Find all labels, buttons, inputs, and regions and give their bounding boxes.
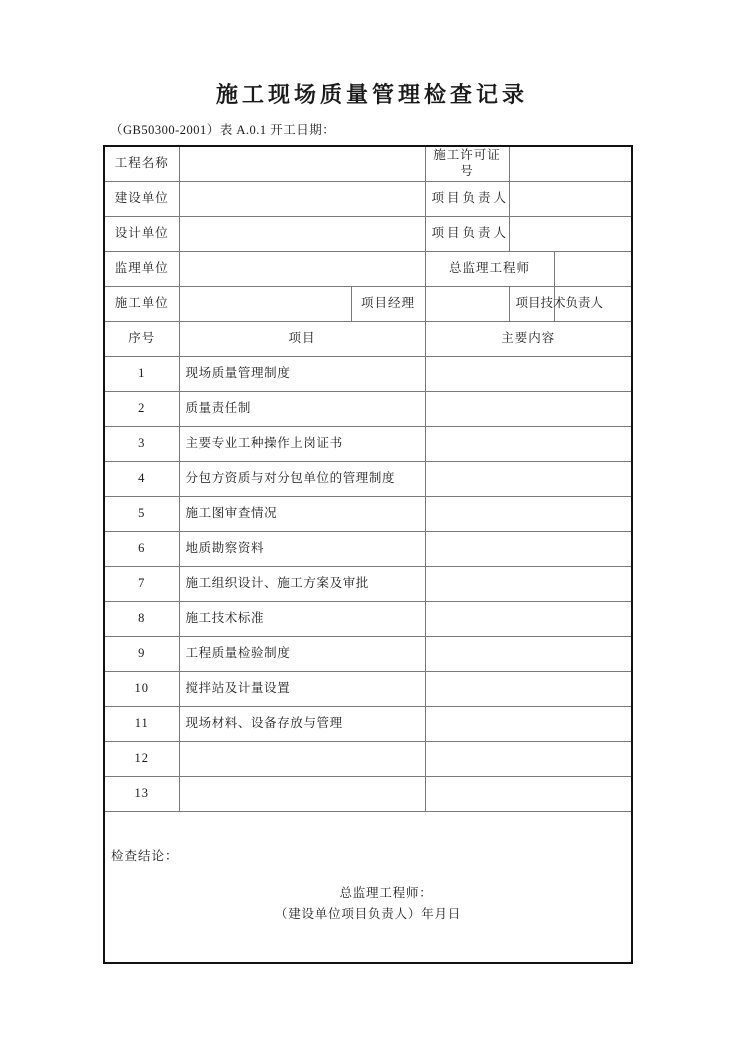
- field-label-contractor-unit: 施工单位: [104, 287, 179, 322]
- field-label-project-name: 工程名称: [104, 146, 179, 182]
- row-content[interactable]: [425, 497, 632, 532]
- row-no: 1: [104, 357, 179, 392]
- field-label-construction-permit-no: 施工许可证号: [425, 146, 509, 182]
- table-row: [104, 497, 632, 532]
- field-label-project-tech-manager: 项目技术负责人: [509, 287, 554, 322]
- row-no: 11: [104, 707, 179, 742]
- row-content[interactable]: [425, 777, 632, 812]
- row-item: 工程质量检验制度: [179, 637, 425, 672]
- field-value-chief-supervision-engineer[interactable]: [554, 252, 632, 287]
- field-label-construction-unit-manager: 项目负责人: [425, 182, 509, 217]
- row-no: 9: [104, 637, 179, 672]
- standard-code-and-date-line: （GB50300-2001）表 A.0.1 开工日期：: [110, 123, 336, 137]
- field-value-construction-permit-no[interactable]: [509, 146, 632, 182]
- row-content[interactable]: [425, 707, 632, 742]
- field-value-project-name[interactable]: [179, 146, 425, 182]
- quality-management-inspection-form: [103, 145, 633, 964]
- table-row: [104, 146, 632, 182]
- row-content[interactable]: [425, 742, 632, 777]
- table-row: [104, 182, 632, 217]
- table-row: [104, 427, 632, 462]
- row-item: 质量责任制: [179, 392, 425, 427]
- field-value-design-unit-manager[interactable]: [509, 217, 632, 252]
- row-content[interactable]: [425, 602, 632, 637]
- row-item: 现场材料、设备存放与管理: [179, 707, 425, 742]
- field-label-design-unit-manager: 项目负责人: [425, 217, 509, 252]
- row-item[interactable]: [179, 777, 425, 812]
- row-no: 13: [104, 777, 179, 812]
- conclusion-label: 检查结论：: [111, 848, 179, 863]
- row-item: 施工图审查情况: [179, 497, 425, 532]
- row-item: 分包方资质与对分包单位的管理制度: [179, 462, 425, 497]
- page-title: 施工现场质量管理检查记录: [215, 82, 528, 107]
- row-no: 6: [104, 532, 179, 567]
- field-label-construction-unit: 建设单位: [104, 182, 179, 217]
- table-row: [104, 567, 632, 602]
- table-row: [104, 637, 632, 672]
- conclusion-cell[interactable]: [104, 812, 632, 964]
- row-no: 4: [104, 462, 179, 497]
- row-no: 10: [104, 672, 179, 707]
- row-content[interactable]: [425, 672, 632, 707]
- row-item: 现场质量管理制度: [179, 357, 425, 392]
- field-value-supervision-unit[interactable]: [179, 252, 425, 287]
- field-label-design-unit: 设计单位: [104, 217, 179, 252]
- row-item: 施工技术标准: [179, 602, 425, 637]
- row-content[interactable]: [425, 427, 632, 462]
- row-no: 7: [104, 567, 179, 602]
- row-content[interactable]: [425, 637, 632, 672]
- signature-construction-unit-manager-date: （建设单位项目负责人）年月日: [274, 906, 462, 921]
- row-content[interactable]: [425, 567, 632, 602]
- table-row: [104, 392, 632, 427]
- row-item[interactable]: [179, 742, 425, 777]
- row-no: 2: [104, 392, 179, 427]
- row-content[interactable]: [425, 462, 632, 497]
- table-row: [104, 602, 632, 637]
- signature-chief-supervision-engineer: 总监理工程师：: [339, 885, 433, 900]
- row-item: 主要专业工种操作上岗证书: [179, 427, 425, 462]
- table-row: [104, 462, 632, 497]
- table-row: [104, 672, 632, 707]
- field-label-supervision-unit: 监理单位: [104, 252, 179, 287]
- table-row: [104, 217, 632, 252]
- table-row: [104, 742, 632, 777]
- table-header-row: [104, 322, 632, 357]
- field-label-chief-supervision-engineer: 总监理工程师: [425, 252, 554, 287]
- row-item: 地质勘察资料: [179, 532, 425, 567]
- table-row: [104, 532, 632, 567]
- table-row: [104, 777, 632, 812]
- row-item: 搅拌站及计量设置: [179, 672, 425, 707]
- field-value-design-unit[interactable]: [179, 217, 425, 252]
- field-value-project-manager[interactable]: [425, 287, 509, 322]
- table-row: [104, 252, 632, 287]
- signature-block: [111, 883, 625, 926]
- field-value-construction-unit-manager[interactable]: [509, 182, 632, 217]
- row-item: 施工组织设计、施工方案及审批: [179, 567, 425, 602]
- field-value-contractor-unit[interactable]: [179, 287, 351, 322]
- field-label-project-manager: 项目经理: [351, 287, 425, 322]
- conclusion-row: [104, 812, 632, 964]
- row-no: 3: [104, 427, 179, 462]
- column-header-no: 序号: [104, 322, 179, 357]
- row-no: 5: [104, 497, 179, 532]
- field-value-construction-unit[interactable]: [179, 182, 425, 217]
- column-header-main-content: 主要内容: [425, 322, 632, 357]
- row-no: 12: [104, 742, 179, 777]
- table-row: [104, 707, 632, 742]
- column-header-item: 项目: [179, 322, 425, 357]
- row-content[interactable]: [425, 357, 632, 392]
- table-row: [104, 287, 632, 322]
- table-row: [104, 357, 632, 392]
- row-content[interactable]: [425, 392, 632, 427]
- row-content[interactable]: [425, 532, 632, 567]
- row-no: 8: [104, 602, 179, 637]
